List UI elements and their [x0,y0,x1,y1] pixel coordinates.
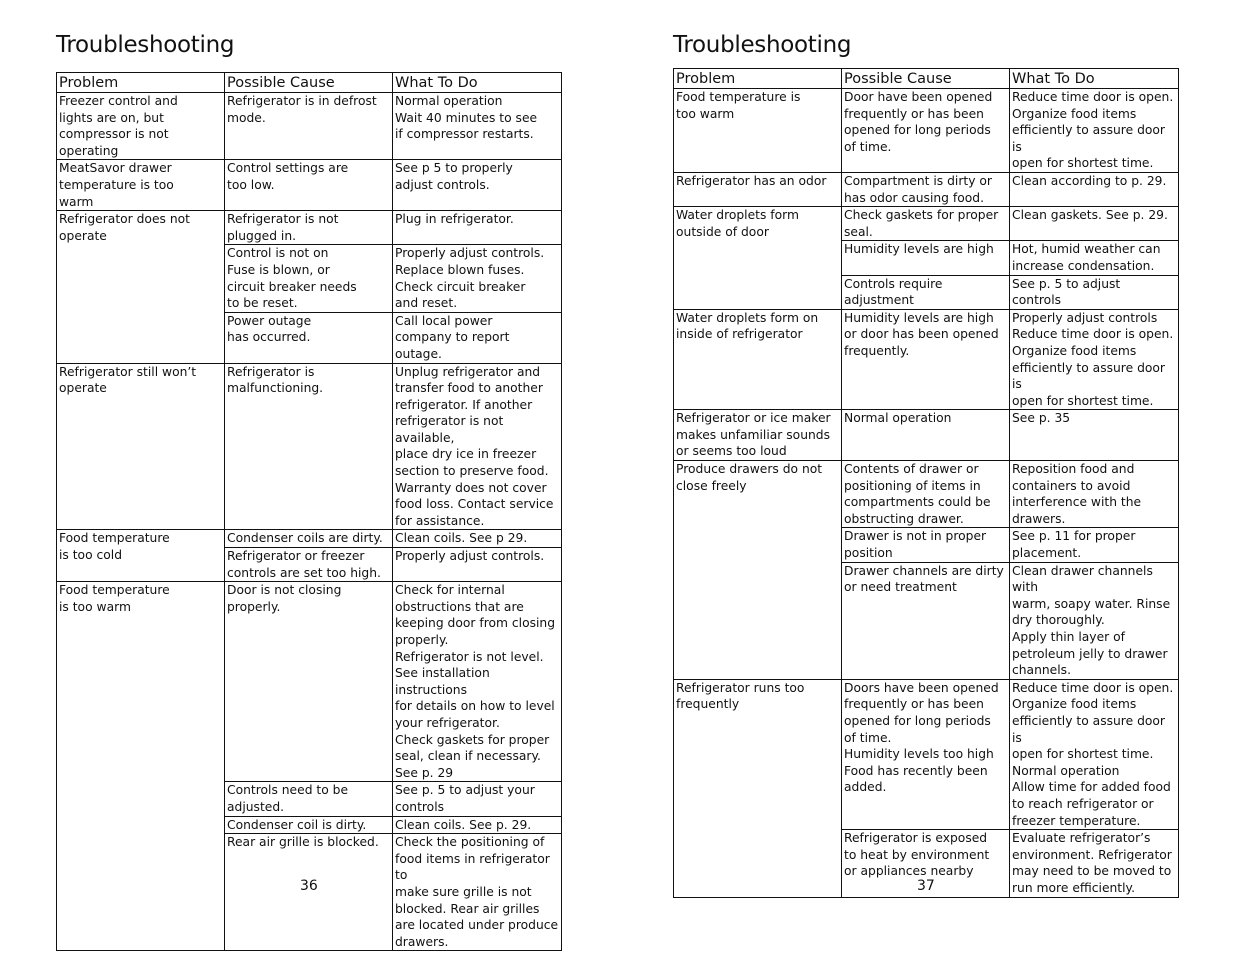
table-row [57,160,562,211]
problem-cell: Freezer control and lights are on, but compressor is not operating [57,93,225,160]
header-possible-cause: Possible Cause [225,73,393,93]
table-row [57,363,562,530]
page-number: 36 [300,878,318,894]
problem-cell: Refrigerator or ice maker makes unfamiliar sounds or seems too loud [674,410,842,461]
header-what-to-do: What To Do [1010,69,1179,89]
possible-cause-cell: Humidity levels are high or door has been opened frequently. [842,309,1010,410]
what-to-do-cell: Clean coils. See p. 29. [393,816,562,834]
what-to-do-cell: Clean according to p. 29. [1010,172,1179,206]
possible-cause-cell: Refrigerator is exposed to heat by environment or appliances nearby [842,830,1010,897]
header-what-to-do: What To Do [393,73,562,93]
table-header-row [57,73,562,93]
possible-cause-cell: Control settings are too low. [225,160,393,211]
possible-cause-cell: Refrigerator is in defrost mode. [225,93,393,160]
what-to-do-cell: See p. 11 for proper placement. [1010,528,1179,562]
problem-cell: Food temperature is too warm [674,89,842,173]
header-possible-cause: Possible Cause [842,69,1010,89]
table-row [57,211,562,245]
possible-cause-cell: Normal operation [842,410,1010,461]
table-row [674,89,1179,173]
troubleshooting-table [673,68,1179,898]
what-to-do-cell: Reduce time door is open. Organize food items efficiently to assure door is open for shortest time. [1010,89,1179,173]
table-body [674,89,1179,898]
what-to-do-cell: See p 5 to properly adjust controls. [393,160,562,211]
possible-cause-cell: Humidity levels are high [842,241,1010,275]
possible-cause-cell: Door is not closing properly. [225,582,393,782]
page-number: 37 [917,878,935,894]
problem-cell: Refrigerator still won’t operate [57,363,225,530]
what-to-do-cell: Unplug refrigerator and transfer food to another refrigerator. If another refrigerator is not available, place dry ice in freezer section to preserve food. Warranty does not cover food loss. Contact service for assistance. [393,363,562,530]
possible-cause-cell: Controls need to be adjusted. [225,782,393,816]
possible-cause-cell: Check gaskets for proper seal. [842,207,1010,241]
table-row [57,582,562,782]
what-to-do-cell: Plug in refrigerator. [393,211,562,245]
table-row [674,207,1179,241]
possible-cause-cell: Condenser coil is dirty. [225,816,393,834]
problem-cell: Food temperature is too cold [57,530,225,582]
what-to-do-cell: Clean drawer channels with warm, soapy water. Rinse dry thoroughly. Apply thin layer of petroleum jelly to drawer channels. [1010,562,1179,679]
what-to-do-cell: Check for internal obstructions that are keeping door from closing properly. Refrigerator is not level. See installation instructions for details on how to level your refrigerator. Check gaskets for proper seal, clean if necessary. See p. 29 [393,582,562,782]
what-to-do-cell: Clean coils. See p 29. [393,530,562,548]
problem-cell: Refrigerator runs too frequently [674,679,842,897]
table-row [674,172,1179,206]
possible-cause-cell: Refrigerator is malfunctioning. [225,363,393,530]
possible-cause-cell: Refrigerator or freezer controls are set too high. [225,548,393,582]
problem-cell: Refrigerator has an odor [674,172,842,206]
what-to-do-cell: Call local power company to report outage. [393,312,562,363]
possible-cause-cell: Refrigerator is not plugged in. [225,211,393,245]
possible-cause-cell: Drawer channels are dirty or need treatment [842,562,1010,679]
table-row [674,309,1179,410]
possible-cause-cell: Rear air grille is blocked. [225,834,393,951]
table-body [57,93,562,951]
what-to-do-cell: Properly adjust controls Reduce time door is open. Organize food items efficiently to assure door is open for shortest time. [1010,309,1179,410]
what-to-do-cell: See p. 35 [1010,410,1179,461]
header-problem: Problem [57,73,225,93]
what-to-do-cell: See p. 5 to adjust your controls [393,782,562,816]
table-row [57,530,562,548]
what-to-do-cell: Reposition food and containers to avoid interference with the drawers. [1010,461,1179,528]
table-row [674,679,1179,829]
possible-cause-cell: Drawer is not in proper position [842,528,1010,562]
table-row [674,461,1179,528]
table-row [674,410,1179,461]
possible-cause-cell: Control is not on Fuse is blown, or circuit breaker needs to be reset. [225,245,393,312]
what-to-do-cell: Properly adjust controls. [393,548,562,582]
problem-cell: MeatSavor drawer temperature is too warm [57,160,225,211]
page-title: Troubleshooting [673,32,852,58]
what-to-do-cell: Clean gaskets. See p. 29. [1010,207,1179,241]
what-to-do-cell: See p. 5 to adjust controls [1010,275,1179,309]
what-to-do-cell: Normal operation Wait 40 minutes to see if compressor restarts. [393,93,562,160]
what-to-do-cell: Check the positioning of food items in refrigerator to make sure grille is not blocked. Rear air grilles are located under produce drawers. [393,834,562,951]
problem-cell: Water droplets form outside of door [674,207,842,310]
what-to-do-cell: Properly adjust controls. Replace blown fuses. Check circuit breaker and reset. [393,245,562,312]
problem-cell: Produce drawers do not close freely [674,461,842,680]
possible-cause-cell: Controls require adjustment [842,275,1010,309]
possible-cause-cell: Doors have been opened frequently or has been opened for long periods of time. Humidity levels too high Food has recently been added. [842,679,1010,829]
possible-cause-cell: Compartment is dirty or has odor causing food. [842,172,1010,206]
page-title: Troubleshooting [56,32,235,58]
possible-cause-cell: Contents of drawer or positioning of items in compartments could be obstructing drawer. [842,461,1010,528]
problem-cell: Food temperature is too warm [57,582,225,951]
what-to-do-cell: Hot, humid weather can increase condensation. [1010,241,1179,275]
possible-cause-cell: Condenser coils are dirty. [225,530,393,548]
table-row [57,93,562,160]
header-problem: Problem [674,69,842,89]
what-to-do-cell: Reduce time door is open. Organize food items efficiently to assure door is open for shortest time. Normal operation Allow time for added food to reach refrigerator or freezer temperature. [1010,679,1179,829]
what-to-do-cell: Evaluate refrigerator’s environment. Refrigerator may need to be moved to run more efficiently. [1010,830,1179,897]
problem-cell: Water droplets form on inside of refrigerator [674,309,842,410]
problem-cell: Refrigerator does not operate [57,211,225,363]
table-header-row [674,69,1179,89]
possible-cause-cell: Door have been opened frequently or has been opened for long periods of time. [842,89,1010,173]
troubleshooting-table [56,72,562,951]
possible-cause-cell: Power outage has occurred. [225,312,393,363]
